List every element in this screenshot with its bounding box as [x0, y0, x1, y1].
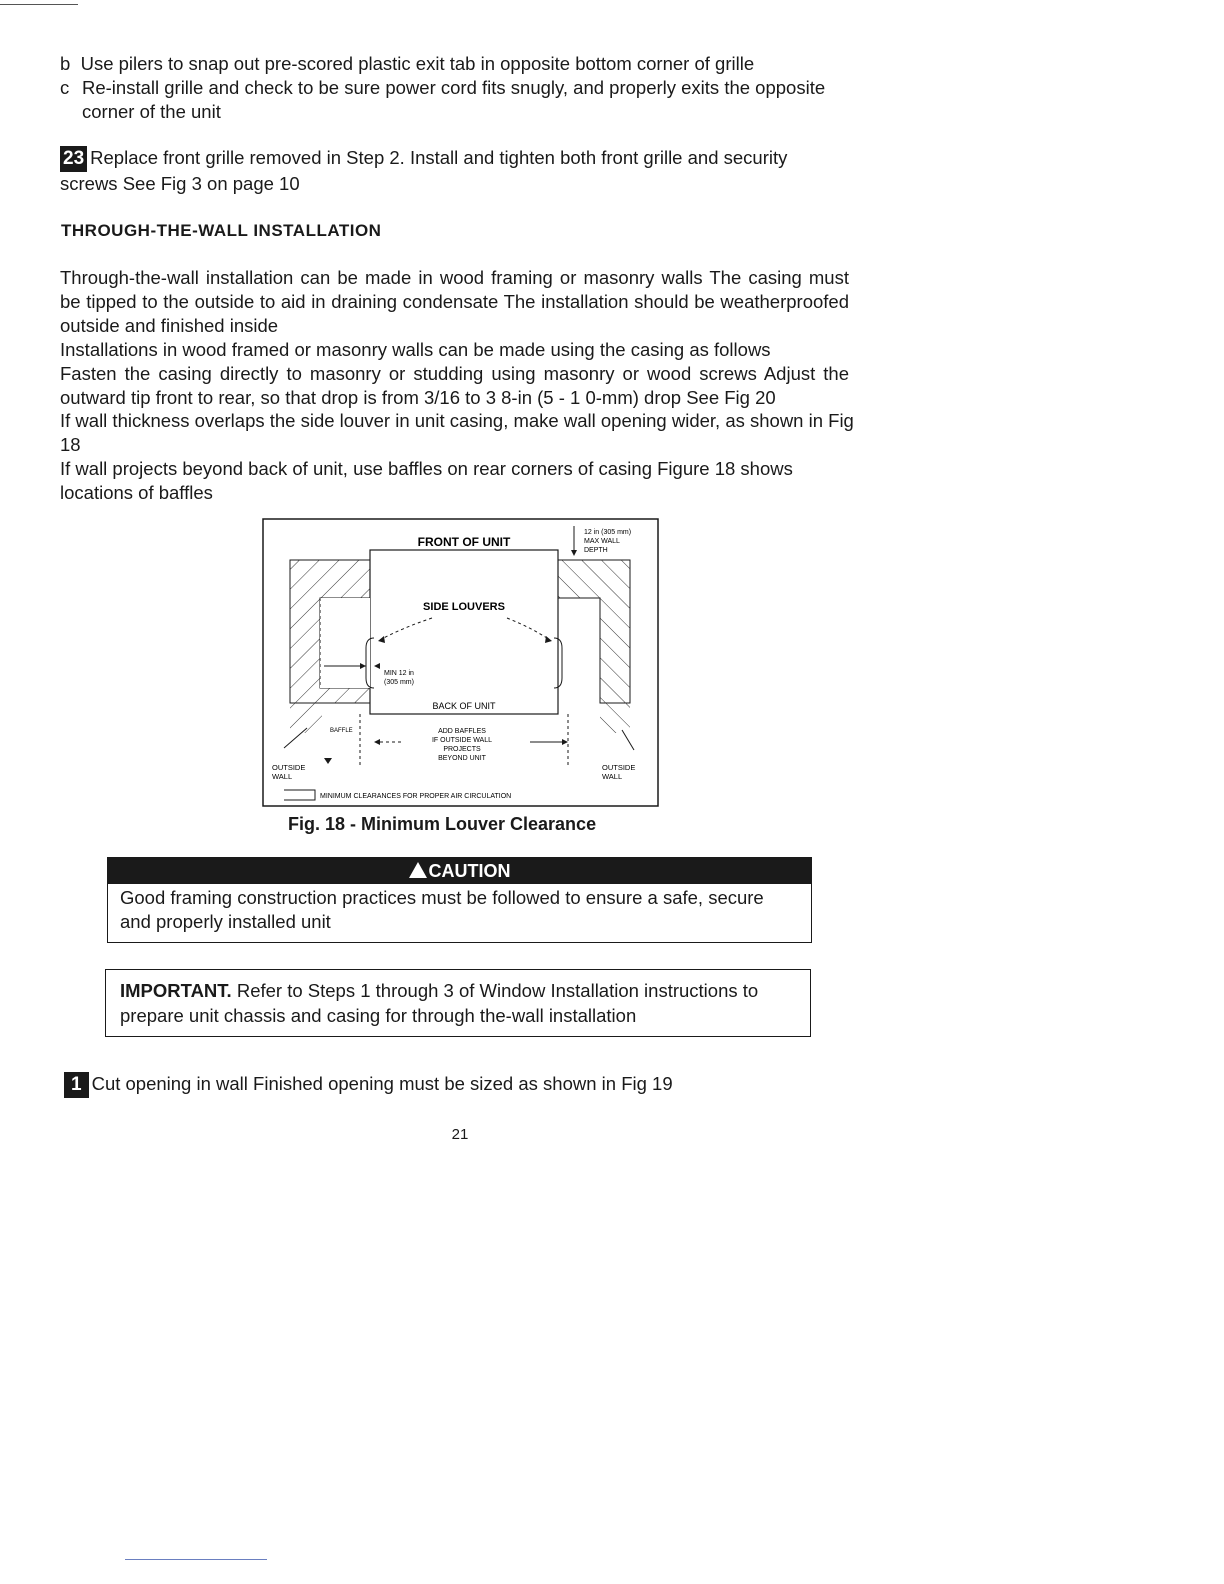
caution-title: CAUTION [428, 861, 511, 881]
label-outside-wall-left-2: WALL [272, 772, 293, 781]
step-c [60, 76, 860, 124]
label-outside-wall-right-1: OUTSIDE [602, 763, 636, 772]
section-p4: If wall thickness overlaps the side louver in unit casing, make wall opening wider, as shown in Fig 18 [60, 410, 854, 455]
step-1 [64, 1072, 854, 1098]
figure-caption: Fig. 18 - Minimum Louver Clearance [288, 814, 597, 834]
label-add-baffles-2: IF OUTSIDE WALL [431, 737, 493, 744]
page-number: 21 [451, 1126, 469, 1143]
label-back-of-unit: BACK OF UNIT [432, 701, 496, 711]
section-heading: THROUGH-THE-WALL INSTALLATION [61, 221, 382, 240]
section-p3: Fasten the casing directly to masonry or studding using masonry or wood screws Adjust the outward tip front to rear, so that drop is from 3/16 to 3 8-in (5 - 1 0-mm) drop See Fig 20 [60, 363, 849, 408]
label-side-louvers: SIDE LOUVERS [423, 601, 505, 613]
section-p2: Installations in wood framed or masonry walls can be made using the casing as follows [60, 339, 771, 360]
label-min-2: (305 mm) [384, 679, 414, 686]
step-23-text: Replace front grille removed in Step 2. Install and tighten both front grille and security screws See Fig 3 on page 10 [60, 147, 788, 194]
step-b-text: Use pilers to snap out pre-scored plastic exit tab in opposite bottom corner of grille [80, 53, 755, 74]
caution-box [107, 857, 812, 943]
label-add-baffles-1: ADD BAFFLES [438, 728, 486, 735]
label-outside-wall-right-2: WALL [602, 772, 623, 781]
label-min-1: MIN 12 in [384, 670, 414, 677]
right-wall-section [558, 560, 630, 703]
label-max-wall-1: 12 in (305 mm) [584, 529, 632, 536]
step-23-badge: 23 [60, 146, 87, 172]
important-label: IMPORTANT. [120, 980, 232, 1001]
important-box [105, 969, 811, 1037]
caution-header [108, 858, 811, 884]
step-c-marker: c [60, 77, 70, 98]
label-baffle: BAFFLE [330, 728, 353, 734]
caution-text: Good framing construction practices must be followed to ensure a safe, secure and properly installed unit [120, 887, 764, 932]
step-1-badge: 1 [64, 1072, 89, 1098]
label-outside-wall-left-1: OUTSIDE [272, 763, 306, 772]
right-outside-wall [600, 703, 630, 733]
warning-triangle-icon [409, 862, 427, 878]
top-rule [0, 4, 78, 5]
bottom-rule [125, 1559, 267, 1560]
step-23 [60, 146, 850, 196]
label-front-of-unit: FRONT OF UNIT [417, 535, 511, 549]
label-add-baffles-3: PROJECTS [443, 746, 481, 753]
section-p1: Through-the-wall installation can be made in wood framing or masonry walls The casing must be tipped to the outside to aid in draining condensate The installation should be weatherproofed outside and finished inside [60, 267, 849, 336]
step-c-text: Re-install grille and check to be sure power cord fits snugly, and properly exits the opposite corner of the unit [82, 77, 826, 122]
step-1-text: Cut opening in wall Finished opening must be sized as shown in Fig 19 [91, 1073, 673, 1094]
step-b [60, 52, 860, 76]
figure-18-diagram [262, 518, 660, 808]
unit-outline [370, 550, 558, 714]
label-add-baffles-4: BEYOND UNIT [438, 755, 486, 762]
step-b-marker: b [60, 53, 71, 74]
important-content [106, 970, 810, 1036]
important-text: Refer to Steps 1 through 3 of Window Installation instructions to prepare unit chassis and casing for through the-wall installation [120, 980, 759, 1026]
label-legend: MINIMUM CLEARANCES FOR PROPER AIR CIRCULATION [320, 793, 512, 800]
label-max-wall-3: DEPTH [584, 547, 608, 554]
label-max-wall-2: MAX WALL [584, 538, 620, 545]
section-p5: If wall projects beyond back of unit, use baffles on rear corners of casing Figure 18 shows locations of baffles [60, 458, 793, 503]
